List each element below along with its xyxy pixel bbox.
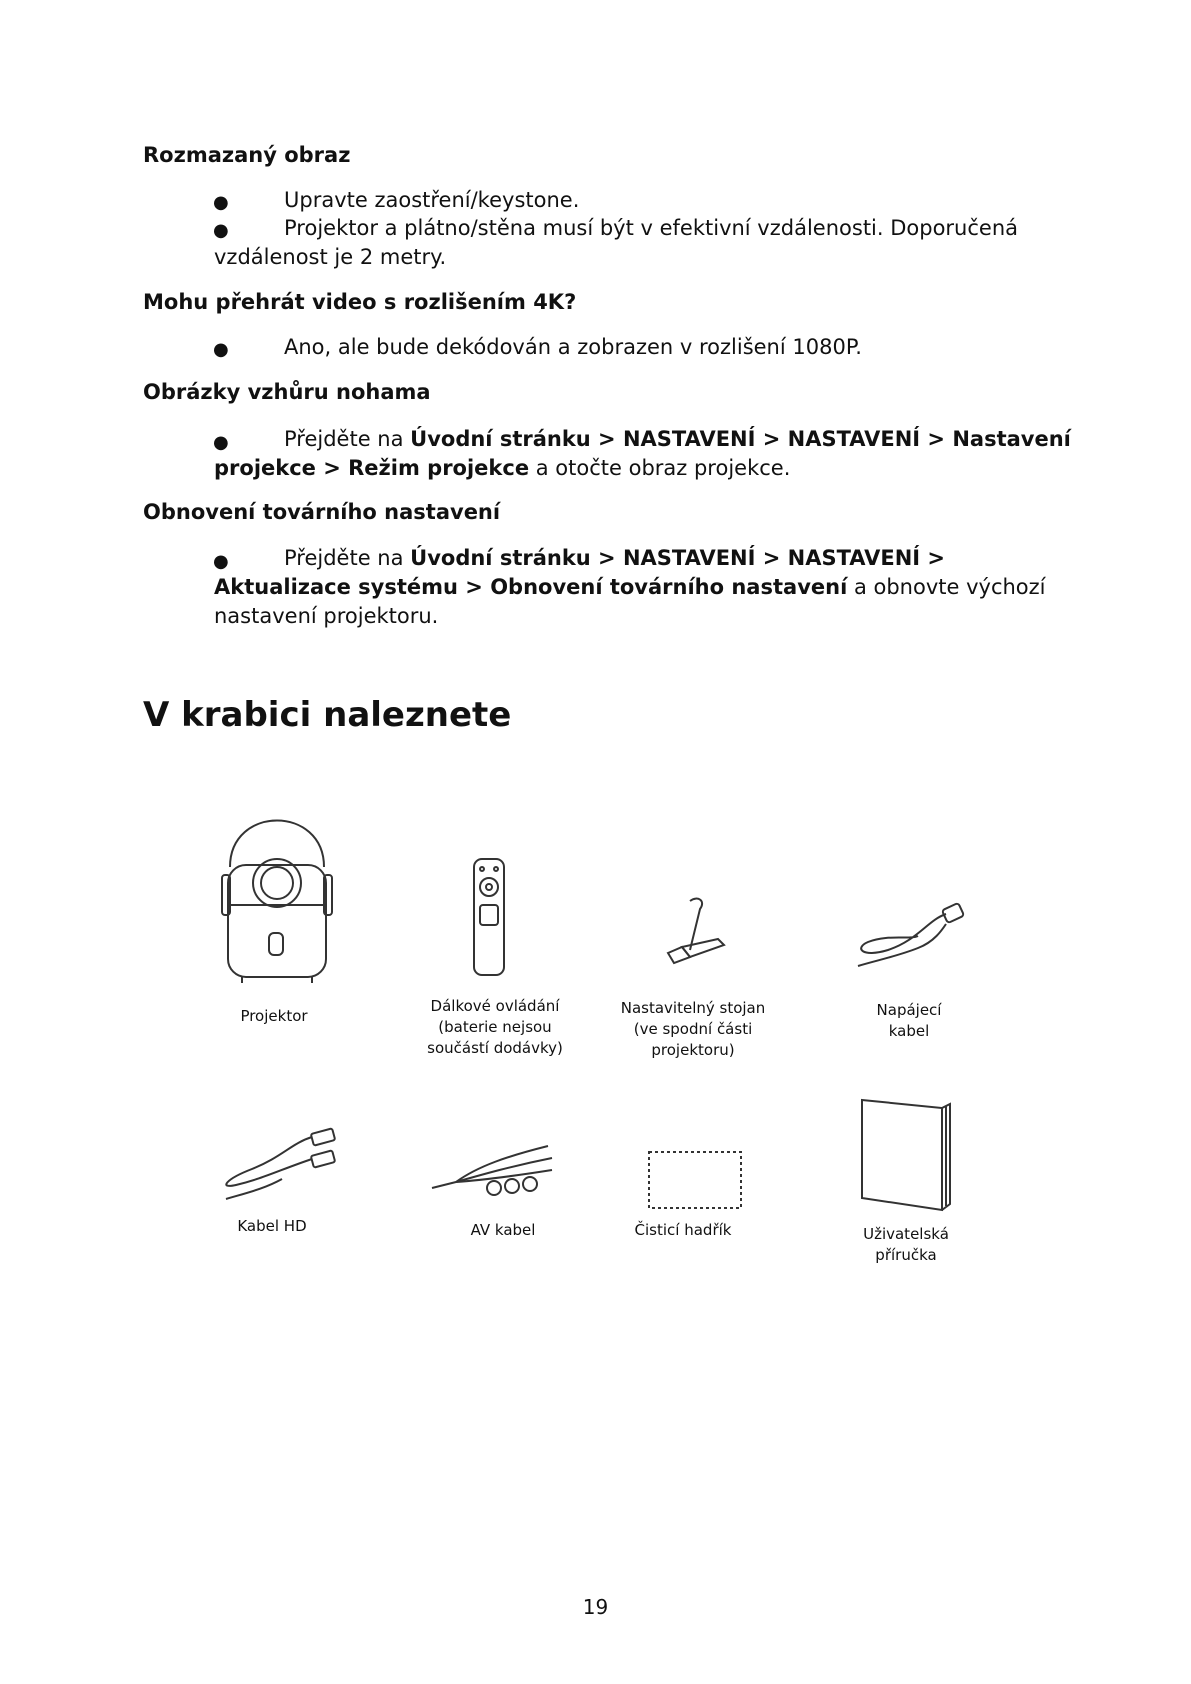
caption-power-cable (824, 1000, 994, 1042)
reset-bullet-line-3: nastavení projektoru. (214, 604, 439, 628)
blurry-bullet-1: Upravte zaostření/keystone. (284, 188, 580, 212)
heading-blurry-image: Rozmazaný obraz (143, 143, 351, 167)
caption-line: Projektor (240, 1007, 308, 1025)
upside-menu-path-1: Úvodní stránku > NASTAVENÍ > NASTAVENÍ > Nastavení (410, 427, 1071, 451)
caption-remote (410, 996, 580, 1059)
user-manual-icon (858, 1098, 958, 1212)
cleaning-cloth-icon (647, 1150, 743, 1210)
hd-cable-icon (212, 1127, 342, 1207)
caption-line: projektoru) (651, 1041, 735, 1059)
caption-line: příručka (875, 1246, 937, 1264)
caption-line: Nastavitelný stojan (620, 999, 766, 1017)
bullet-dot: ● (213, 339, 229, 360)
upside-bullet-line-1 (284, 427, 1071, 451)
caption-line: kabel (888, 1022, 930, 1040)
blurry-bullet-2-line-2: vzdálenost je 2 metry. (214, 245, 447, 269)
reset-bullet-line-2 (214, 575, 1046, 599)
bullet-dot: ● (213, 432, 229, 453)
caption-stand (608, 998, 778, 1061)
projector-icon (222, 795, 332, 985)
box-contents-title: V krabici naleznete (143, 695, 512, 735)
caption-hd-cable (187, 1216, 357, 1237)
reset-pre-text: Přejděte na (284, 546, 411, 570)
stand-icon (660, 895, 730, 970)
heading-factory-reset: Obnovení továrního nastavení (143, 500, 501, 524)
av-cable-icon (428, 1136, 558, 1206)
caption-line: Uživatelská (863, 1225, 949, 1243)
caption-line: Čisticí hadřík (634, 1221, 732, 1239)
caption-av-cable (418, 1220, 588, 1241)
upside-pre-text: Přejděte na (284, 427, 411, 451)
caption-projector (189, 1006, 359, 1027)
heading-4k-video: Mohu přehrát video s rozlišením 4K? (143, 290, 577, 314)
power-cable-icon (848, 900, 968, 972)
caption-line: Napájecí (876, 1001, 942, 1019)
bullet-dot: ● (213, 551, 229, 572)
bullet-dot: ● (213, 192, 229, 213)
caption-user-manual (821, 1224, 991, 1266)
reset-bullet-line-1 (284, 546, 945, 570)
heading-upside-down: Obrázky vzhůru nohama (143, 380, 431, 404)
remote-control-icon (472, 857, 506, 977)
caption-line: součástí dodávky) (427, 1039, 563, 1057)
caption-line: Dálkové ovládání (430, 997, 560, 1015)
page-number: 19 (582, 1595, 609, 1619)
blurry-bullet-2-line-1: Projektor a plátno/stěna musí být v efektivní vzdálenosti. Doporučená (284, 216, 1019, 240)
caption-line: Kabel HD (237, 1217, 307, 1235)
video4k-bullet-1: Ano, ale bude dekódován a zobrazen v rozlišení 1080P. (284, 335, 862, 359)
caption-line: (baterie nejsou (438, 1018, 552, 1036)
upside-menu-path-2: projekce > Režim projekce (214, 456, 530, 480)
reset-menu-path-2: Aktualizace systému > Obnovení továrního nastavení (214, 575, 848, 599)
caption-cleaning-cloth (598, 1220, 768, 1241)
caption-line: (ve spodní části (633, 1020, 753, 1038)
reset-post-text: a obnovte výchozí (847, 575, 1046, 599)
bullet-dot: ● (213, 220, 229, 241)
caption-line: AV kabel (470, 1221, 536, 1239)
reset-menu-path-1: Úvodní stránku > NASTAVENÍ > NASTAVENÍ > (410, 546, 946, 570)
upside-post-text: a otočte obraz projekce. (529, 456, 791, 480)
upside-bullet-line-2 (214, 456, 790, 480)
